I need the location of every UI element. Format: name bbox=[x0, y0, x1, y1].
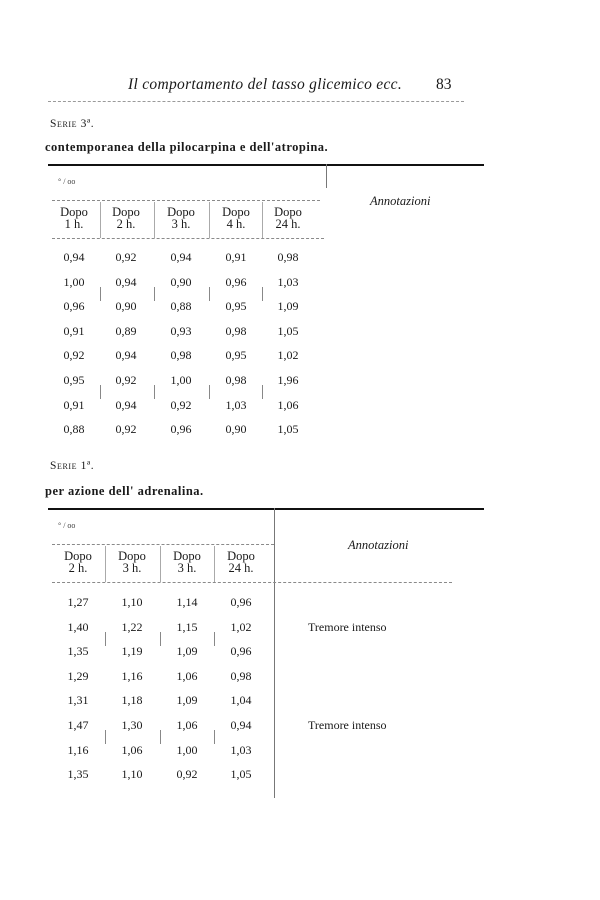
table-cell: 1,05 bbox=[230, 767, 252, 782]
table-cell: 0,96 bbox=[225, 274, 247, 289]
column-header-time: 3 h. bbox=[122, 561, 142, 575]
table-cell: 1,40 bbox=[67, 619, 89, 634]
table-cell: 1,05 bbox=[277, 422, 299, 437]
section1-subtitle: contemporanea della pilocarpina e dell'atropina. bbox=[45, 140, 329, 154]
table-cell: 1,06 bbox=[121, 742, 143, 757]
annotation-divider bbox=[326, 164, 327, 188]
row-annotation: Tremore intenso bbox=[308, 619, 387, 634]
header-dash-top bbox=[52, 200, 320, 201]
column-header-word: Dopo bbox=[118, 549, 146, 563]
table-top-rule bbox=[48, 508, 484, 510]
table-cell: 0,94 bbox=[115, 397, 137, 412]
page-number: 83 bbox=[436, 76, 452, 93]
table-cell: 1,10 bbox=[121, 767, 143, 782]
table-cell: 0,88 bbox=[170, 299, 192, 314]
table-cell: 0,96 bbox=[63, 299, 85, 314]
column-header-word: Dopo bbox=[112, 205, 140, 219]
column-header-time: 1 h. bbox=[64, 217, 84, 231]
table-cell: 0,94 bbox=[115, 348, 137, 363]
column-separator bbox=[105, 546, 106, 582]
table-cell: 0,92 bbox=[115, 422, 137, 437]
table-cell: 0,98 bbox=[230, 668, 252, 683]
column-header-word: Dopo bbox=[227, 549, 255, 563]
section1-serie-label: Serie 3ª. bbox=[50, 118, 95, 130]
table-cell: 0,94 bbox=[115, 274, 137, 289]
table-cell: 1,14 bbox=[176, 595, 198, 609]
column-header-time: 4 h. bbox=[226, 217, 246, 231]
unit-label: ° / oo bbox=[58, 521, 76, 530]
table-cell: 0,96 bbox=[230, 595, 252, 609]
table-cell: 1,30 bbox=[121, 718, 143, 732]
table-cell: 0,94 bbox=[63, 250, 85, 264]
table-cell: 1,10 bbox=[121, 595, 143, 609]
table-cell: 0,96 bbox=[170, 422, 192, 437]
table-cell: 0,88 bbox=[63, 422, 85, 437]
column-header-time: 24 h. bbox=[275, 217, 301, 231]
row-annotation: Tremore intenso bbox=[308, 718, 387, 732]
section2-serie-label: Serie 1ª. bbox=[50, 460, 95, 472]
section2-table bbox=[48, 508, 484, 798]
table-cell: 0,94 bbox=[230, 718, 252, 732]
table-cell: 1,35 bbox=[67, 767, 89, 782]
table-cell: 0,89 bbox=[115, 323, 137, 338]
column-header-word: Dopo bbox=[60, 205, 88, 219]
column-separator bbox=[214, 546, 215, 582]
table-cell: 0,94 bbox=[170, 250, 192, 264]
section1-table bbox=[48, 164, 484, 454]
unit-label: ° / oo bbox=[58, 177, 76, 186]
table-cell: 0,91 bbox=[225, 250, 247, 264]
column-separator bbox=[154, 202, 155, 238]
table-cell: 0,92 bbox=[170, 397, 192, 412]
table-cell: 1,18 bbox=[121, 693, 143, 708]
header-dash-top bbox=[52, 544, 274, 545]
column-separator bbox=[100, 202, 101, 238]
table-cell: 1,16 bbox=[121, 668, 143, 683]
table-cell: 1,02 bbox=[230, 619, 252, 634]
column-header-word: Dopo bbox=[167, 205, 195, 219]
header-dash-bottom bbox=[52, 582, 452, 583]
table-cell: 1,19 bbox=[121, 644, 143, 659]
table-cell: 0,98 bbox=[225, 373, 247, 387]
column-header-word: Dopo bbox=[173, 549, 201, 563]
table-cell: 0,90 bbox=[170, 274, 192, 289]
table-cell: 1,22 bbox=[121, 619, 143, 634]
header-dash-bottom bbox=[52, 238, 324, 239]
table-cell: 1,05 bbox=[277, 323, 299, 338]
table-cell: 1,31 bbox=[67, 693, 89, 708]
column-separator bbox=[262, 202, 263, 238]
table-cell: 1,00 bbox=[63, 274, 85, 289]
table-cell: 0,93 bbox=[170, 323, 192, 338]
table-cell: 0,90 bbox=[115, 299, 137, 314]
running-title: Il comportamento del tasso glicemico ecc. bbox=[128, 76, 403, 93]
column-separator bbox=[160, 546, 161, 582]
table-cell: 0,90 bbox=[225, 422, 247, 437]
column-header-word: Dopo bbox=[222, 205, 250, 219]
column-header-word: Dopo bbox=[274, 205, 302, 219]
table-cell: 1,09 bbox=[176, 693, 198, 708]
table-cell: 0,98 bbox=[225, 323, 247, 338]
table-cell: 1,29 bbox=[67, 668, 89, 683]
table-cell: 1,02 bbox=[277, 348, 299, 363]
table-cell: 1,09 bbox=[176, 644, 198, 659]
column-header-time: 3 h. bbox=[177, 561, 197, 575]
table-cell: 0,92 bbox=[63, 348, 85, 363]
annotation-header: Annotazioni bbox=[348, 538, 409, 552]
table-cell: 0,98 bbox=[277, 250, 299, 264]
table-cell: 1,35 bbox=[67, 644, 89, 659]
column-header-time: 24 h. bbox=[228, 561, 254, 575]
column-header-time: 2 h. bbox=[116, 217, 136, 231]
table-cell: 1,09 bbox=[277, 299, 299, 314]
section2-subtitle: per azione dell' adrenalina. bbox=[45, 484, 204, 498]
table-cell: 0,92 bbox=[115, 373, 137, 387]
table-cell: 0,96 bbox=[230, 644, 252, 659]
column-header-word: Dopo bbox=[64, 549, 92, 563]
table-cell: 0,91 bbox=[63, 397, 85, 412]
table-cell: 0,95 bbox=[63, 373, 85, 387]
table-cell: 1,27 bbox=[67, 595, 89, 609]
table-cell: 0,98 bbox=[170, 348, 192, 363]
running-header bbox=[48, 76, 468, 100]
table-cell: 1,00 bbox=[170, 373, 192, 387]
table-cell: 1,03 bbox=[277, 274, 299, 289]
table-cell: 0,92 bbox=[176, 767, 198, 782]
table-cell: 1,15 bbox=[176, 619, 198, 634]
table-top-rule bbox=[48, 164, 484, 166]
table-cell: 1,96 bbox=[277, 373, 299, 387]
annotation-divider bbox=[274, 508, 275, 798]
table-cell: 1,03 bbox=[225, 397, 247, 412]
column-header-time: 3 h. bbox=[171, 217, 191, 231]
table-cell: 0,91 bbox=[63, 323, 85, 338]
table-cell: 1,16 bbox=[67, 742, 89, 757]
table-cell: 1,04 bbox=[230, 693, 252, 708]
column-separator bbox=[209, 202, 210, 238]
table-cell: 0,95 bbox=[225, 348, 247, 363]
table-cell: 1,06 bbox=[176, 668, 198, 683]
annotation-header: Annotazioni bbox=[370, 194, 431, 208]
table-cell: 1,47 bbox=[67, 718, 89, 732]
table-cell: 0,92 bbox=[115, 250, 137, 264]
header-rule bbox=[48, 101, 464, 102]
table-cell: 1,03 bbox=[230, 742, 252, 757]
table-cell: 1,06 bbox=[277, 397, 299, 412]
column-header-time: 2 h. bbox=[68, 561, 88, 575]
table-cell: 1,06 bbox=[176, 718, 198, 732]
table-cell: 1,00 bbox=[176, 742, 198, 757]
table-cell: 0,95 bbox=[225, 299, 247, 314]
